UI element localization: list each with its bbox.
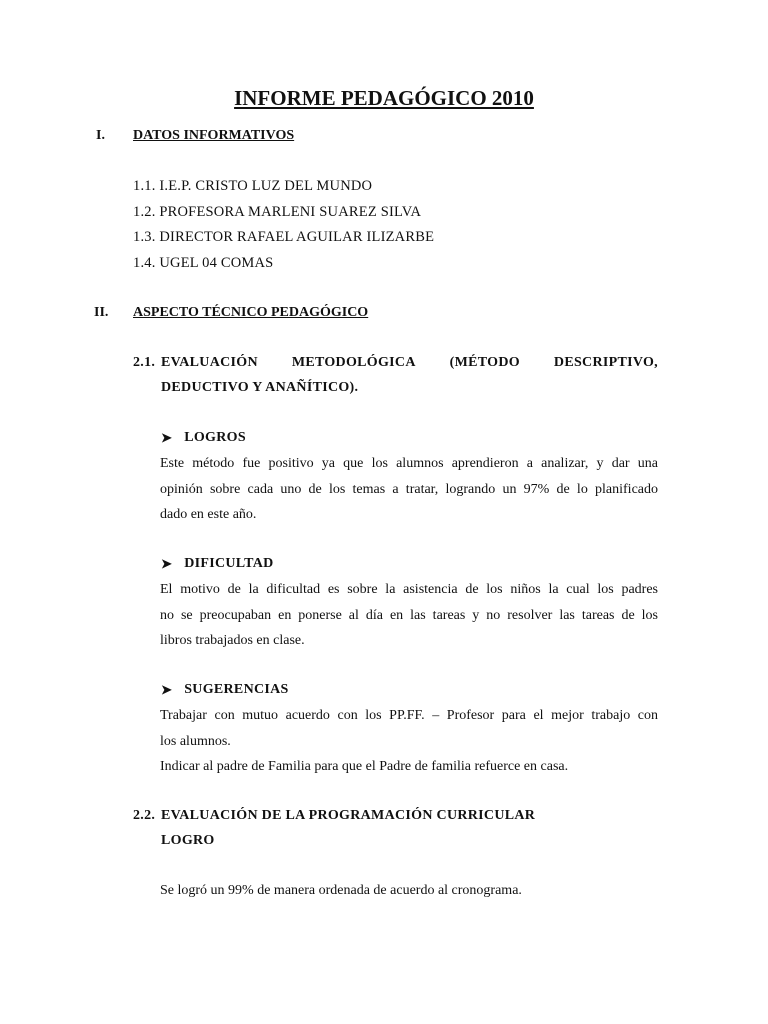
info-item-3: 1.3. DIRECTOR RAFAEL AGUILAR ILIZARBE: [133, 229, 435, 245]
title-word: EVALUACIÓN: [161, 355, 258, 370]
arrow-bullet-icon: ➤: [161, 556, 173, 571]
paragraph-line: Este método fue positivo ya que los alumnos aprendieron a analizar, y dar una: [160, 456, 658, 471]
section-2-title: ASPECTO TÉCNICO PEDAGÓGICO: [133, 305, 369, 320]
paragraph-line: opinión sobre cada uno de los temas a tratar, logrando un 97% de lo planificado: [160, 481, 658, 497]
logros-paragraph: [160, 451, 658, 528]
paragraph-line: dado en este año.: [160, 507, 257, 522]
logros-heading-text: LOGROS: [184, 430, 246, 445]
paragraph-line: no se preocupaban en ponerse al día en las tareas y no resolver las tareas de los: [160, 607, 658, 623]
dificultad-heading-text: DIFICULTAD: [184, 556, 274, 571]
info-item-4: 1.4. UGEL 04 COMAS: [133, 255, 274, 271]
arrow-bullet-icon: ➤: [161, 430, 173, 445]
info-item-1: 1.1. I.E.P. CRISTO LUZ DEL MUNDO: [133, 178, 373, 194]
paragraph-line: los alumnos.: [160, 733, 231, 749]
section-2-number: II.: [94, 305, 109, 320]
title-word: (MÉTODO: [449, 355, 520, 370]
title-word: DESCRIPTIVO,: [553, 355, 658, 370]
logros-heading: [161, 430, 246, 446]
subsection-2-1-title-line1: [161, 355, 658, 371]
arrow-bullet-icon: ➤: [161, 682, 173, 697]
title-word: METODOLÓGICA: [291, 355, 416, 370]
paragraph-line: libros trabajados en clase.: [160, 633, 305, 648]
subsection-2-2-title: EVALUACIÓN DE LA PROGRAMACIÓN CURRICULAR: [161, 808, 536, 823]
sugerencias-paragraph: [160, 703, 658, 780]
subsection-2-2-subtitle: LOGRO: [161, 833, 215, 848]
sugerencias-heading: [161, 682, 289, 698]
subsection-2-1-number: 2.1.: [133, 355, 156, 370]
subsection-2-2-number: 2.2.: [133, 808, 156, 823]
paragraph-line: Trabajar con mutuo acuerdo con los PP.FF. – Profesor para el mejor trabajo con: [160, 708, 658, 723]
paragraph-line: Indicar al padre de Familia para que el Padre de familia refuerce en casa.: [160, 759, 569, 774]
section-1-number: I.: [96, 128, 105, 143]
subsection-2-2-text: Se logró un 99% de manera ordenada de acuerdo al cronograma.: [160, 883, 522, 898]
dificultad-heading: [161, 556, 274, 572]
page-title: INFORME PEDAGÓGICO 2010: [234, 86, 534, 110]
dificultad-paragraph: [160, 577, 658, 654]
info-item-2: 1.2. PROFESORA MARLENI SUAREZ SILVA: [133, 204, 422, 220]
sugerencias-heading-text: SUGERENCIAS: [184, 682, 289, 697]
subsection-2-1-title-line2: DEDUCTIVO Y ANAÑÍTICO).: [161, 380, 359, 395]
section-1-title: DATOS INFORMATIVOS: [133, 128, 295, 143]
paragraph-line: El motivo de la dificultad es sobre la asistencia de los niños la cual los padres: [160, 582, 658, 597]
